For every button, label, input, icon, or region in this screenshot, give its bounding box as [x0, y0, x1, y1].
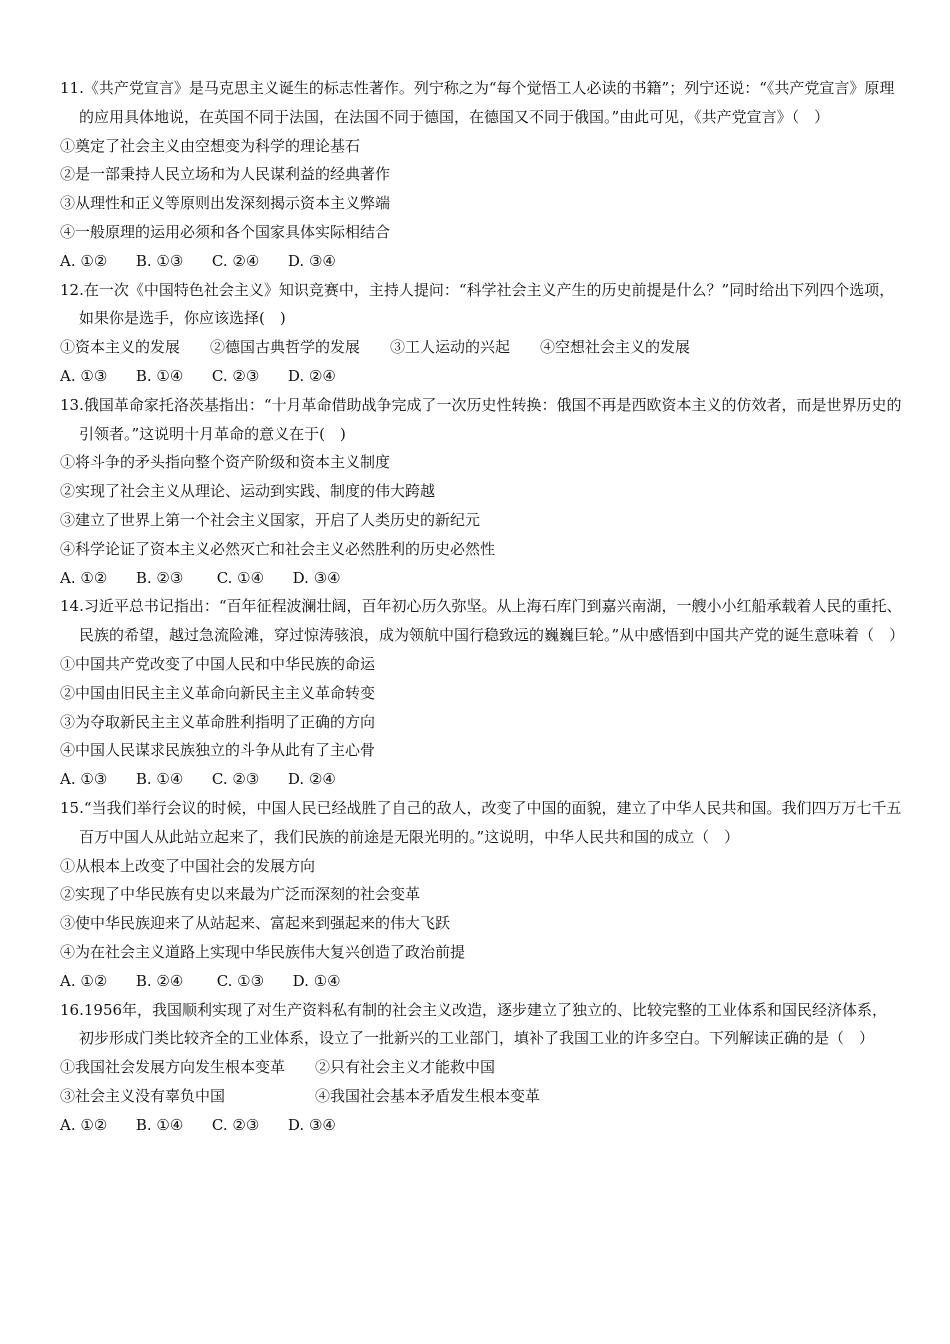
option-1: ①奠定了社会主义由空想变为科学的理论基石: [60, 136, 361, 155]
option-4: ④一般原理的运用必须和各个国家具体实际相结合: [60, 222, 391, 241]
question-12: [60, 276, 902, 391]
answer-choices: A. ①② B. ②④ C. ①③ D. ①④: [60, 971, 341, 990]
question-15: [60, 794, 902, 996]
answer-choices: A. ①③ B. ①④ C. ②③ D. ②④: [60, 366, 336, 385]
option-2: ②实现了中华民族有史以来最为广泛而深刻的社会变革: [60, 885, 421, 904]
question-stem: 15.“当我们举行会议的时候，中国人民已经战胜了自己的敌人，改变了中国的面貌，建立了中华人民共和国。我们四万万七千五百万中国人从此站立起来了，我们民族的前途是无限光明的。”这说明，中华人民共和国的成立（ ）: [60, 798, 902, 846]
answer-choices: A. ①③ B. ①④ C. ②③ D. ②④: [60, 770, 336, 789]
option-2: ②实现了社会主义从理论、运动到实践、制度的伟大跨越: [60, 482, 436, 501]
question-stem: 12.在一次《中国特色社会主义》知识竞赛中，主持人提问：“科学社会主义产生的历史前提是什么？”同时给出下列四个选项，如果你是选手，你应该选择( ): [60, 280, 895, 328]
question-stem: 16.1956年，我国顺利实现了对生产资料私有制的社会主义改造，逐步建立了独立的、比较完整的工业体系和国民经济体系，初步形成门类比较齐全的工业体系，设立了一批新兴的工业部门，填补了我国工业的许多空白。下列解读正确的是（ ）: [60, 1000, 888, 1048]
option-4: ④科学论证了资本主义必然灭亡和社会主义必然胜利的历史必然性: [60, 539, 496, 558]
option-4: ④中国人民谋求民族独立的斗争从此有了主心骨: [60, 741, 376, 760]
option-3: ③使中华民族迎来了从站起来、富起来到强起来的伟大飞跃: [60, 914, 451, 933]
option-3: ③为夺取新民主主义革命胜利指明了正确的方向: [60, 712, 376, 731]
question-stem: 14.习近平总书记指出：“百年征程波澜壮阔，百年初心历久弥坚。从上海石库门到嘉兴南湖，一艘小小红船承载着人民的重托、民族的希望，越过急流险滩，穿过惊涛骇浪，成为领航中国行稳致远的巍巍巨轮。”从中感悟到中国共产党的诞生意味着（ ）: [60, 597, 905, 645]
option-1: ①从根本上改变了中国社会的发展方向: [60, 856, 316, 875]
option-2: ②是一部秉持人民立场和为人民谋利益的经典著作: [60, 165, 391, 184]
question-stem: 13.俄国革命家托洛茨基指出：“十月革命借助战争完成了一次历史性转换：俄国不再是西欧资本主义的仿效者，而是世界历史的引领者。”这说明十月革命的意义在于( ): [60, 395, 902, 443]
answer-choices: A. ①② B. ②③ C. ①④ D. ③④: [60, 568, 341, 587]
question-11: [60, 74, 902, 276]
option-4: ④为在社会主义道路上实现中华民族伟大复兴创造了政治前提: [60, 942, 466, 961]
option-row-2: ③社会主义没有辜负中国 ④我国社会基本矛盾发生根本变革: [60, 1086, 541, 1105]
question-stem: 11.《共产党宣言》是马克思主义诞生的标志性著作。列宁称之为“每个觉悟工人必读的书籍”；列宁还说：“《共产党宣言》原理的应用具体地说，在英国不同于法国，在法国不同于德国，在德国又不同于俄国。”由此可见，《共产党宣言》（ ）: [60, 79, 895, 126]
option-row: ①资本主义的发展 ②德国古典哲学的发展 ③工人运动的兴起 ④空想社会主义的发展: [60, 338, 691, 357]
option-1: ①将斗争的矛头指向整个资产阶级和资本主义制度: [60, 453, 391, 472]
answer-choices: A. ①② B. ①③ C. ②④ D. ③④: [60, 251, 336, 270]
option-1: ①中国共产党改变了中国人民和中华民族的命运: [60, 654, 376, 673]
option-row-1: ①我国社会发展方向发生根本变革 ②只有社会主义才能救中国: [60, 1058, 496, 1077]
question-14: [60, 592, 905, 794]
question-13: [60, 391, 902, 593]
answer-choices: A. ①② B. ①④ C. ②③ D. ③④: [60, 1115, 336, 1134]
question-16: [60, 996, 902, 1140]
option-2: ②中国由旧民主主义革命向新民主主义革命转变: [60, 683, 376, 702]
option-3: ③从理性和正义等原则出发深刻揭示资本主义弊端: [60, 194, 391, 213]
option-3: ③建立了世界上第一个社会主义国家，开启了人类历史的新纪元: [60, 510, 481, 529]
